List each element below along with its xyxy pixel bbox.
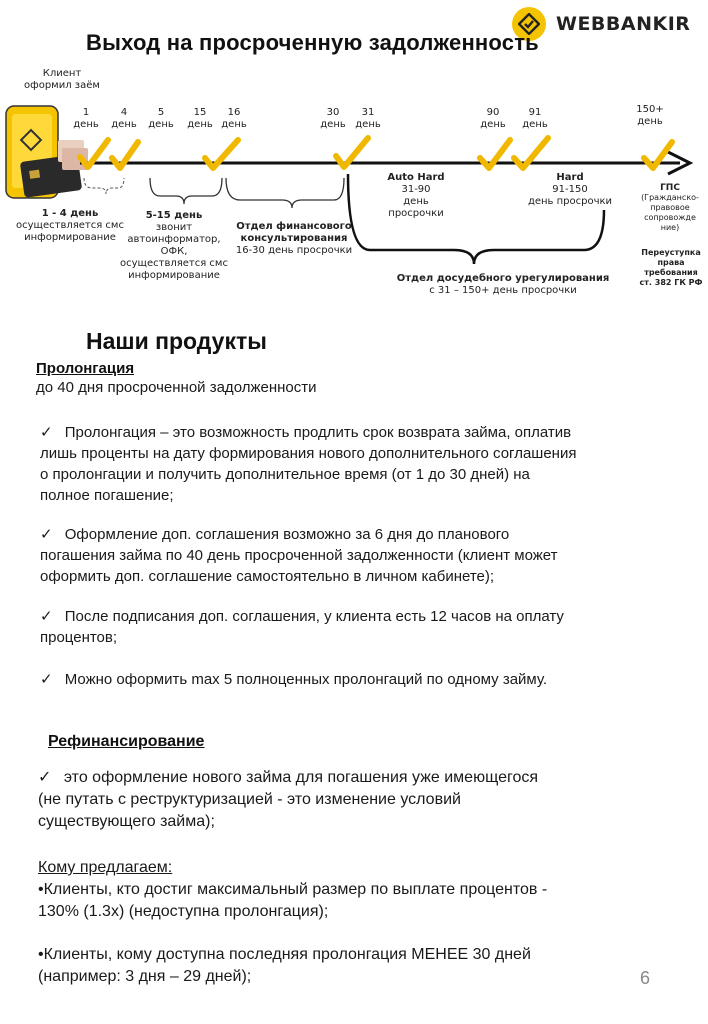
prolongation-subtitle: до 40 дня просроченной задолженности (36, 379, 317, 396)
timeline-diagram (0, 0, 708, 310)
stage-auto-hard: Auto Hard 31-90 день просрочки (387, 172, 445, 219)
logo-text: WEBBANKIR (556, 13, 691, 35)
page-number: 6 (639, 968, 650, 988)
check-icon: ✓ (40, 526, 53, 543)
refinancing-title: Рефинансирование (48, 733, 205, 750)
refinancing-whom-2: •Клиенты, кому доступна последняя пролонгация МЕНЕЕ 30 дней (например: 3 дня – 29 дней); (38, 946, 531, 985)
day-label-91: 91 день (522, 107, 548, 130)
day-label-16: 16 день (221, 107, 247, 130)
stage-gps: ГПС (Гражданско- правовое сопровожде ние) (641, 183, 699, 232)
prolongation-bullet-2: ✓ Оформление доп. соглашения возможно за 6 дня до планового погашения займа по 40 день просроченной задолженности (клиент может оформить доп. соглашение самостоятельно в личном кабинете); (40, 526, 558, 585)
stage-16-30: Отдел финансового консультирования 16-30 день просрочки (235, 221, 353, 256)
stage-5-15: 5-15 день звонит автоинформатор, ОФК, осуществляется смс информирование (120, 210, 228, 281)
check-icon: ✓ (40, 608, 53, 625)
stage-1-4: 1 - 4 день осуществляется смс информирование (16, 208, 124, 243)
brace-16-30 (226, 178, 344, 208)
day-label-90: 90 день (480, 107, 506, 130)
check-icon: ✓ (40, 424, 53, 441)
client-label: Клиент оформил заём (24, 68, 100, 91)
prolongation-bullet-1: ✓ Пролонгация – это возможность продлить срок возврата займа, оплатив лишь проценты на дату формирования нового дополнительного соглашения о пролонгации и получить дополнительное время (от 1 до 30 дней) на полное погашение; (40, 424, 577, 504)
refinancing-whom: Кому предлагаем: •Клиенты, кто достиг максимальный размер по выплате процентов - 130% (1.3х) (недоступна пролонгация); (38, 857, 678, 923)
stage-assignment: Переуступка права требования ст. 382 ГК РФ (639, 248, 703, 287)
check-icon: ✓ (40, 671, 53, 688)
products-heading: Наши продукты (86, 328, 267, 354)
prolongation-bullet-3: ✓ После подписания доп. соглашения, у клиента есть 12 часов на оплату процентов; (40, 608, 564, 646)
stage-pretrial: Отдел досудебного урегулирования с 31 – 150+ день просрочки (396, 273, 610, 296)
whom-title: Кому предлагаем: (38, 859, 173, 876)
day-label-15: 15 день (187, 107, 213, 130)
stage-hard: Hard 91-150 день просрочки (527, 172, 613, 207)
brace-1-4 (84, 178, 124, 194)
check-icon: ✓ (38, 769, 52, 786)
page-title: Выход на просроченную задолженность (86, 30, 539, 55)
day-label-150: 150+ день (636, 104, 664, 127)
day-label-30: 30 день (320, 107, 346, 130)
refinancing-bullet: ✓ это оформление нового займа для погашения уже имеющегося (не путать с реструктуризацией - это изменение условий существующего займа); (38, 769, 539, 830)
prolongation-bullet-4: ✓ Можно оформить max 5 полноценных пролонгаций по одному займу. (40, 671, 548, 688)
prolongation-section (36, 360, 676, 398)
prolongation-title: Пролонгация (36, 360, 135, 377)
day-label-4: 4 день (111, 107, 137, 130)
day-label-5: 5 день (148, 107, 174, 130)
day-label-1: 1 день (73, 107, 99, 130)
day-label-31: 31 день (355, 107, 381, 130)
brace-5-15 (150, 178, 222, 204)
